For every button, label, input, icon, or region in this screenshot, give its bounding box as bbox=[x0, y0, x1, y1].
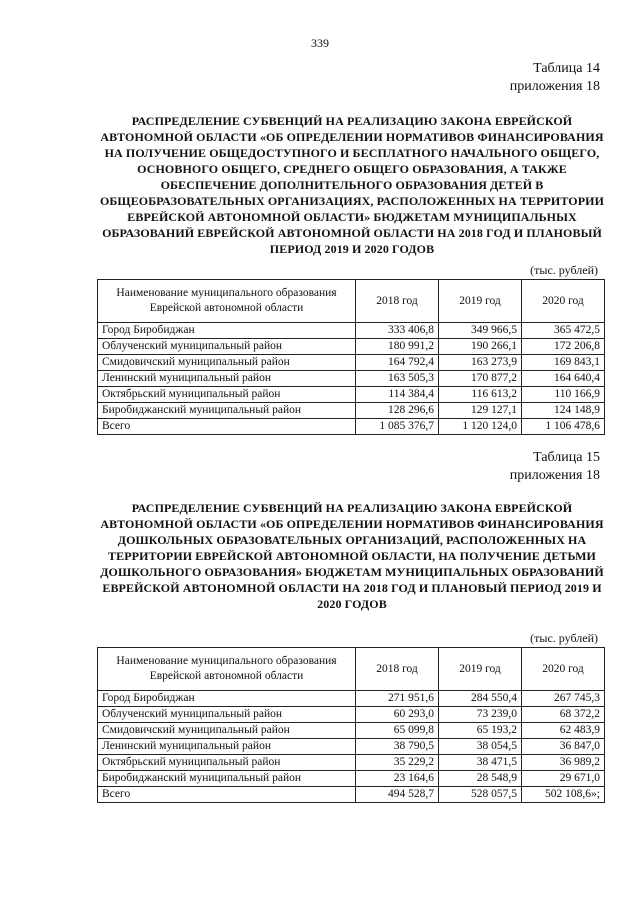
table-15 bbox=[97, 647, 605, 803]
table-row bbox=[98, 771, 605, 787]
value-2019: 163 273,9 bbox=[439, 355, 522, 371]
header-2018: 2018 год bbox=[356, 648, 439, 691]
total-2020: 1 106 478,6 bbox=[522, 419, 605, 435]
table-row bbox=[98, 323, 605, 339]
municipality-name: Октябрьский муниципальный район bbox=[98, 387, 356, 403]
table-row bbox=[98, 755, 605, 771]
table-14-reference bbox=[510, 60, 600, 96]
value-2020: 36 847,0 bbox=[522, 739, 605, 755]
total-label: Всего bbox=[98, 787, 356, 803]
value-2018: 271 951,6 bbox=[356, 691, 439, 707]
value-2018: 180 991,2 bbox=[356, 339, 439, 355]
total-2019: 1 120 124,0 bbox=[439, 419, 522, 435]
value-2020: 36 989,2 bbox=[522, 755, 605, 771]
table-header-row bbox=[98, 280, 605, 323]
total-2018: 1 085 376,7 bbox=[356, 419, 439, 435]
municipality-name: Ленинский муниципальный район bbox=[98, 371, 356, 387]
value-2018: 164 792,4 bbox=[356, 355, 439, 371]
appendix-number: приложения 18 bbox=[509, 468, 600, 483]
value-2019: 73 239,0 bbox=[439, 707, 522, 723]
table-total-row bbox=[98, 787, 605, 803]
municipality-name: Октябрьский муниципальный район bbox=[98, 755, 356, 771]
municipality-name: Биробиджанский муниципальный район bbox=[98, 403, 356, 419]
table-14-units: (тыс. рублей) bbox=[530, 263, 598, 277]
value-2018: 23 164,6 bbox=[356, 771, 439, 787]
value-2020: 169 843,1 bbox=[522, 355, 605, 371]
header-2020: 2020 год bbox=[522, 280, 605, 323]
header-municipality: Наименование муниципального образования Еврейской автономной области bbox=[98, 280, 356, 323]
header-2020: 2020 год bbox=[522, 648, 605, 691]
municipality-name: Город Биробиджан bbox=[98, 691, 356, 707]
value-2020: 172 206,8 bbox=[522, 339, 605, 355]
value-2019: 349 966,5 bbox=[439, 323, 522, 339]
value-2018: 333 406,8 bbox=[356, 323, 439, 339]
value-2019: 116 613,2 bbox=[439, 387, 522, 403]
value-2019: 190 266,1 bbox=[439, 339, 522, 355]
table-row bbox=[98, 339, 605, 355]
value-2020: 124 148,9 bbox=[522, 403, 605, 419]
value-2019: 28 548,9 bbox=[439, 771, 522, 787]
value-2018: 35 229,2 bbox=[356, 755, 439, 771]
table-header-row bbox=[98, 648, 605, 691]
total-label: Всего bbox=[98, 419, 356, 435]
value-2019: 65 193,2 bbox=[439, 723, 522, 739]
municipality-name: Облученский муниципальный район bbox=[98, 707, 356, 723]
header-2018: 2018 год bbox=[356, 280, 439, 323]
value-2018: 60 293,0 bbox=[356, 707, 439, 723]
table-row bbox=[98, 691, 605, 707]
value-2019: 170 877,2 bbox=[439, 371, 522, 387]
value-2018: 163 505,3 bbox=[356, 371, 439, 387]
table-row bbox=[98, 403, 605, 419]
table-total-row bbox=[98, 419, 605, 435]
table-row bbox=[98, 387, 605, 403]
table-14 bbox=[97, 279, 605, 435]
table-row bbox=[98, 723, 605, 739]
value-2020: 110 166,9 bbox=[522, 387, 605, 403]
municipality-name: Биробиджанский муниципальный район bbox=[98, 771, 356, 787]
page-number: 339 bbox=[311, 36, 329, 50]
table-number: Таблица 15 bbox=[533, 450, 600, 465]
municipality-name: Смидовичский муниципальный район bbox=[98, 355, 356, 371]
municipality-name: Облученский муниципальный район bbox=[98, 339, 356, 355]
table-14-heading: РАСПРЕДЕЛЕНИЕ СУБВЕНЦИЙ НА РЕАЛИЗАЦИЮ ЗАКОНА ЕВРЕЙСКОЙ АВТОНОМНОЙ ОБЛАСТИ «ОБ ОПРЕДЕЛЕНИИ НОРМАТИВОВ ФИНАНСИРОВАНИЯ НА ПОЛУЧЕНИЕ ОБЩЕДОСТУПНОГО И БЕСПЛАТНОГО НАЧАЛЬНОГО ОБЩЕГО, ОСНОВНОГО ОБЩЕГО, СРЕДНЕГО ОБЩЕГО ОБРАЗОВАНИЯ, А ТАКЖЕ ОБЕСПЕЧЕНИЕ ДОПОЛНИТЕЛЬНОГО ОБРАЗОВАНИЯ ДЕТЕЙ В ОБЩЕОБРАЗОВАТЕЛЬНЫХ ОРГАНИЗАЦИЯХ, РАСПОЛОЖЕННЫХ НА ТЕРРИТОРИИ ЕВРЕЙСКОЙ АВТОНОМНОЙ ОБЛАСТИ» БЮДЖЕТАМ МУНИЦИПАЛЬНЫХ ОБРАЗОВАНИЙ ЕВРЕЙСКОЙ АВТОНОМНОЙ ОБЛАСТИ НА 2018 ГОД И ПЛАНОВЫЙ ПЕРИОД 2019 И 2020 ГОДОВ bbox=[99, 114, 605, 256]
table-15-heading: РАСПРЕДЕЛЕНИЕ СУБВЕНЦИЙ НА РЕАЛИЗАЦИЮ ЗАКОНА ЕВРЕЙСКОЙ АВТОНОМНОЙ ОБЛАСТИ «ОБ ОПРЕДЕЛЕНИИ НОРМАТИВОВ ФИНАНСИРОВАНИЯ ДОШКОЛЬНЫХ ОБРАЗОВАТЕЛЬНЫХ ОРГАНИЗАЦИЙ, РАСПОЛОЖЕННЫХ НА ТЕРРИТОРИИ ЕВРЕЙСКОЙ АВТОНОМНОЙ ОБЛАСТИ, НА ПОЛУЧЕНИЕ ДЕТЬМИ ДОШКОЛЬНОГО ОБРАЗОВАНИЯ» БЮДЖЕТАМ МУНИЦИПАЛЬНЫХ ОБРАЗОВАНИЙ ЕВРЕЙСКОЙ АВТОНОМНОЙ ОБЛАСТИ НА 2018 ГОД И ПЛАНОВЫЙ ПЕРИОД 2019 И 2020 ГОДОВ bbox=[100, 501, 604, 611]
table-15-units: (тыс. рублей) bbox=[530, 631, 598, 645]
value-2019: 129 127,1 bbox=[439, 403, 522, 419]
value-2019: 284 550,4 bbox=[439, 691, 522, 707]
value-2018: 38 790,5 bbox=[356, 739, 439, 755]
value-2019: 38 471,5 bbox=[439, 755, 522, 771]
total-2019: 528 057,5 bbox=[439, 787, 522, 803]
municipality-name: Смидовичский муниципальный район bbox=[98, 723, 356, 739]
value-2020: 267 745,3 bbox=[522, 691, 605, 707]
table-row bbox=[98, 707, 605, 723]
total-2018: 494 528,7 bbox=[356, 787, 439, 803]
header-2019: 2019 год bbox=[439, 648, 522, 691]
value-2020: 164 640,4 bbox=[522, 371, 605, 387]
value-2020: 365 472,5 bbox=[522, 323, 605, 339]
appendix-number: приложения 18 bbox=[509, 79, 600, 94]
table-15-reference bbox=[510, 449, 600, 485]
value-2020: 68 372,2 bbox=[522, 707, 605, 723]
value-2018: 65 099,8 bbox=[356, 723, 439, 739]
table-row bbox=[98, 355, 605, 371]
header-municipality: Наименование муниципального образования Еврейской автономной области bbox=[98, 648, 356, 691]
value-2018: 114 384,4 bbox=[356, 387, 439, 403]
value-2020: 29 671,0 bbox=[522, 771, 605, 787]
table-row bbox=[98, 371, 605, 387]
value-2020: 62 483,9 bbox=[522, 723, 605, 739]
total-2020: 502 108,6»; bbox=[522, 787, 605, 803]
value-2018: 128 296,6 bbox=[356, 403, 439, 419]
value-2019: 38 054,5 bbox=[439, 739, 522, 755]
table-row bbox=[98, 739, 605, 755]
municipality-name: Ленинский муниципальный район bbox=[98, 739, 356, 755]
header-2019: 2019 год bbox=[439, 280, 522, 323]
municipality-name: Город Биробиджан bbox=[98, 323, 356, 339]
table-number: Таблица 14 bbox=[533, 61, 600, 76]
